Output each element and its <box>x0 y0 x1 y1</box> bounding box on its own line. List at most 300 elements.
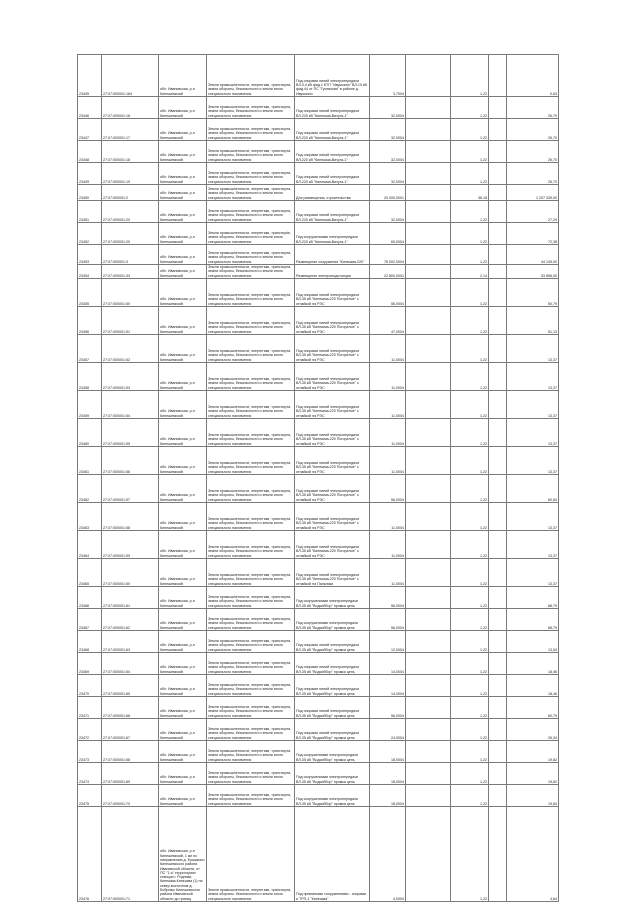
empty-cell <box>406 652 451 674</box>
cadastral-cost: 13,37 <box>507 530 559 558</box>
empty-cell <box>489 762 507 784</box>
table-row <box>78 630 559 652</box>
area: 11,0004 <box>370 390 406 418</box>
empty-cell <box>406 278 451 306</box>
address: обл. Ивановская, р-н Кинешемский <box>159 674 207 696</box>
area: 47,0004 <box>370 306 406 334</box>
row-number: 23474 <box>78 762 102 784</box>
coefficient: 1,22 <box>451 97 489 119</box>
cadastral-cost: 53 856,00 <box>507 265 559 279</box>
coefficient: 1,22 <box>451 674 489 696</box>
permitted-use: Под опорами линий электропередачи ВЛ-35 кВ "Кинешма-220 Погорелое" с отпайкой на РЭС <box>295 362 370 390</box>
empty-cell <box>406 390 451 418</box>
coefficient: 1,22 <box>451 806 489 901</box>
cadastral-number: 27:07:000001:62 <box>102 608 159 630</box>
land-category: Земли промышленности, энергетики, транспорта, земли обороны, безопасности и земли иного специального назначения <box>207 558 295 586</box>
table-row <box>78 278 559 306</box>
cadastral-number: 27:07:000001:59 <box>102 530 159 558</box>
permitted-use: Под опорами линий электропередачи ВЛ-35 кВ "Кинешма-220 Погорелое" с отпайкой на РЭС <box>295 530 370 558</box>
address: обл. Ивановская, р-н Кинешемский <box>159 265 207 279</box>
cadastral-number: 27:07:000001:63 <box>102 630 159 652</box>
cadastral-number: 27:07:000001:33 <box>102 265 159 279</box>
area: 14,0004 <box>370 674 406 696</box>
land-category: Земли промышленности, энергетики, транспорта, земли обороны, безопасности и земли иного специального назначения <box>207 265 295 279</box>
empty-cell <box>406 474 451 502</box>
address: обл. Ивановская, р-н Кинешемский <box>159 740 207 762</box>
permitted-use: Под сооружениями электропередачи ВЛ-35 кВ "Водсиббор" промка цепь <box>295 784 370 806</box>
coefficient: 1,22 <box>451 696 489 718</box>
permitted-use: Под опорами линий электропередачи ВЛ-220 кВ "Кинешма-Вичуга-1" <box>295 97 370 119</box>
empty-cell <box>406 674 451 696</box>
coefficient: 1,22 <box>451 55 489 97</box>
row-number: 23449 <box>78 163 102 185</box>
address: обл. Ивановская, р-н Кинешемский <box>159 390 207 418</box>
area: 11,0004 <box>370 362 406 390</box>
row-number: 23470 <box>78 674 102 696</box>
cadastral-number: 27:07:000001:164 <box>102 55 159 97</box>
area: 11,0004 <box>370 558 406 586</box>
coefficient: 1,22 <box>451 530 489 558</box>
area: 11,0004 <box>370 530 406 558</box>
address: обл. Ивановская, р-н Кинешемский, 1 км по направлению д. Ершакино Кинешемского района Ивановской области, от ПС "1-я" территориях станции г. Родники, Кинешма-Кинешма (1) на север-восточном д. Бобровы Кинешемского района Ивановской области до границ <box>159 806 207 901</box>
cadastral-cost: 44 149,00 <box>507 245 559 265</box>
land-category: Земли промышленности, энергетики, транспорта, земли обороны, безопасности и земли иного специального назначения <box>207 652 295 674</box>
coefficient: 1,22 <box>451 245 489 265</box>
empty-cell <box>489 740 507 762</box>
land-category: Земли промышленности, энергетики, транспорта, земли обороны, безопасности и земли иного специального назначения <box>207 119 295 141</box>
address: обл. Ивановская, р-н Кинешемский <box>159 97 207 119</box>
land-category: Земли промышленности, энергетики, транспорта, земли обороны, безопасности и земли иного специального назначения <box>207 390 295 418</box>
table-row <box>78 740 559 762</box>
empty-cell <box>406 97 451 119</box>
cadastral-number: 27:07:000001:71 <box>102 806 159 901</box>
area: 11,0004 <box>370 334 406 362</box>
coefficient: 1,22 <box>451 390 489 418</box>
permitted-use: Под сооружениями электропередачи ВЛ-35 кВ "Водсиббор" промка цепь <box>295 586 370 608</box>
coefficient: 1,22 <box>451 718 489 740</box>
address: обл. Ивановская, р-н Кинешемский <box>159 245 207 265</box>
coefficient: 1,22 <box>451 762 489 784</box>
land-category: Земли промышленности, энергетики, транспорта, земли обороны, безопасности и земли иного специального назначения <box>207 740 295 762</box>
empty-cell <box>489 474 507 502</box>
table-row <box>78 474 559 502</box>
land-category: Земли промышленности, энергетики, транспорта, земли обороны, безопасности и земли иного специального назначения <box>207 502 295 530</box>
row-number: 23447 <box>78 119 102 141</box>
land-category: Земли промышленности, энергетики, транспорта, земли обороны, безопасности и земли иного специального назначения <box>207 97 295 119</box>
permitted-use: Под опорами линий электропередачи ВЛ-35 кВ "Кинешма-220 Погорелое" с отпайкой на РЭС <box>295 390 370 418</box>
table-row <box>78 784 559 806</box>
cadastral-cost: 19,82 <box>507 762 559 784</box>
land-category: Земли промышленности, энергетики, транспорта, земли обороны, безопасности и земли иного специального назначения <box>207 245 295 265</box>
empty-cell <box>489 223 507 245</box>
cadastral-cost: 27,29 <box>507 201 559 223</box>
cadastral-number: 27:07:000001:64 <box>102 652 159 674</box>
address: обл. Ивановская, р-н Кинешемский <box>159 696 207 718</box>
row-number: 23475 <box>78 784 102 806</box>
area: 11,0004 <box>370 446 406 474</box>
empty-cell <box>489 185 507 201</box>
cadastral-number: 27:07:000001:58 <box>102 502 159 530</box>
row-number: 23453 <box>78 245 102 265</box>
empty-cell <box>489 55 507 97</box>
empty-cell <box>406 55 451 97</box>
land-category: Земли промышленности, энергетики, транспорта, земли обороны, безопасности и земли иного специального назначения <box>207 630 295 652</box>
permitted-use: Под опорами линий электропередачи ВЛ-35 кВ "Кинешма-220 Погорелое" с отпайкой на РЭС <box>295 418 370 446</box>
address: обл. Ивановская, р-н Кинешемский <box>159 474 207 502</box>
land-category: Земли промышленности, энергетики, транспорта, земли обороны, безопасности и земли иного специального назначения <box>207 608 295 630</box>
land-category: Земли промышленности, энергетики, транспорта, земли обороны, безопасности и земли иного специального назначения <box>207 806 295 901</box>
land-category: Земли промышленности, энергетики, транспорта, земли обороны, безопасности и земли иного специального назначения <box>207 586 295 608</box>
empty-cell <box>489 278 507 306</box>
cadastral-cost: 51,13 <box>507 306 559 334</box>
cadastral-cost: 13,37 <box>507 446 559 474</box>
cadastral-number: 27:07:000001:57 <box>102 474 159 502</box>
address: обл. Ивановская, р-н Кинешемский <box>159 502 207 530</box>
area: 60,0004 <box>370 223 406 245</box>
address: обл. Ивановская, р-н Кинешемский <box>159 762 207 784</box>
empty-cell <box>489 362 507 390</box>
row-number: 23458 <box>78 362 102 390</box>
coefficient: 1,22 <box>451 418 489 446</box>
permitted-use: Под опорами линий электропередачи ВЛ-35 кВ "Водсиббор" промка цепь <box>295 652 370 674</box>
area: 22 800,0001 <box>370 265 406 279</box>
cadastral-cost: 60,84 <box>507 474 559 502</box>
empty-cell <box>489 502 507 530</box>
coefficient: 1,22 <box>451 502 489 530</box>
table-row <box>78 141 559 163</box>
empty-cell <box>406 201 451 223</box>
row-number: 23445 <box>78 55 102 97</box>
cadastral-number: 27:07:000001:67 <box>102 718 159 740</box>
cadastral-cost: 4,64 <box>507 806 559 901</box>
cadastral-cost: 13,54 <box>507 630 559 652</box>
coefficient: 1,22 <box>451 223 489 245</box>
permitted-use: Под опорами линий электропередачи ВЛ-35 кВ "Кинешма-220 Погорелое" с отпайкой на РЭС <box>295 306 370 334</box>
permitted-use: Под сооружениями электропередачи ВЛ-220 кВ "Кинешма-Вичуга-1" <box>295 223 370 245</box>
area: 32,0004 <box>370 97 406 119</box>
area: 32,0004 <box>370 163 406 185</box>
area: 32,0004 <box>370 119 406 141</box>
table-row <box>78 390 559 418</box>
address: обл. Ивановская, р-н Кинешемский <box>159 334 207 362</box>
cadastral-number: 27:07:000001:68 <box>102 740 159 762</box>
cadastral-number: 27:07:000001:19 <box>102 163 159 185</box>
cadastral-number: 27:07:000001:61 <box>102 586 159 608</box>
empty-cell <box>406 446 451 474</box>
empty-cell <box>489 418 507 446</box>
table-row <box>78 245 559 265</box>
area: 14,0004 <box>370 652 406 674</box>
row-number: 23452 <box>78 223 102 245</box>
cadastral-number: 27:07:000001:66 <box>102 696 159 718</box>
empty-cell <box>406 245 451 265</box>
permitted-use: Под опорами линий электропередачи ВЛ-35 кВ "Кинешма-220 Погорелое" с отпайкой на РЭС <box>295 334 370 362</box>
empty-cell <box>406 558 451 586</box>
land-category: Земли промышленности, энергетики, транспорта, земли обороны, безопасности и земли иного специального назначения <box>207 446 295 474</box>
permitted-use: Под сооружениями электропередачи ВЛ-35 кВ "Водсиббор" промка цепь <box>295 740 370 762</box>
empty-cell <box>489 119 507 141</box>
address: обл. Ивановская, р-н Кинешемский <box>159 418 207 446</box>
coefficient: 1,22 <box>451 630 489 652</box>
row-number: 23451 <box>78 201 102 223</box>
area: 56,0004 <box>370 474 406 502</box>
coefficient: 1,22 <box>451 119 489 141</box>
cadastral-number: 27:07:000001:52 <box>102 334 159 362</box>
table-row <box>78 530 559 558</box>
address: обл. Ивановская, р-н Кинешемский <box>159 558 207 586</box>
area: 3,7004 <box>370 55 406 97</box>
permitted-use: Размещение электроподстанции <box>295 265 370 279</box>
row-number: 23463 <box>78 502 102 530</box>
address: обл. Ивановская, р-н Кинешемский <box>159 630 207 652</box>
land-category: Земли промышленности, энергетики, транспорта, земли обороны, безопасности и земли иного специального назначения <box>207 163 295 185</box>
empty-cell <box>489 530 507 558</box>
cadastral-cost: 72,38 <box>507 223 559 245</box>
permitted-use: Под опорами линий электропередачи ВЛ-35 кВ "Кинешма-220 Погорелое" с отпайкой на РЭС <box>295 502 370 530</box>
cadastral-cost: 68,79 <box>507 608 559 630</box>
area: 12,0004 <box>370 630 406 652</box>
land-category: Земли промышленности, энергетики, транспорта, земли обороны, безопасности и земли иного специального назначения <box>207 762 295 784</box>
land-category: Земли промышленности, энергетики, транспорта, земли обороны, безопасности и земли иного специального назначения <box>207 674 295 696</box>
table-row <box>78 185 559 201</box>
empty-cell <box>406 223 451 245</box>
empty-cell <box>406 784 451 806</box>
address: обл. Ивановская, р-н Кинешемский <box>159 141 207 163</box>
empty-cell <box>489 245 507 265</box>
area: 76 002,0004 <box>370 245 406 265</box>
land-category: Земли промышленности, энергетики, транспорта, земли обороны, безопасности и земли иного специального назначения <box>207 334 295 362</box>
empty-cell <box>489 696 507 718</box>
empty-cell <box>406 586 451 608</box>
empty-cell <box>406 163 451 185</box>
coefficient: 1,22 <box>451 608 489 630</box>
coefficient: 1,22 <box>451 652 489 674</box>
coefficient: 1,22 <box>451 362 489 390</box>
table-row <box>78 265 559 279</box>
table-row <box>78 762 559 784</box>
table-row <box>78 418 559 446</box>
empty-cell <box>489 306 507 334</box>
area: 11,0004 <box>370 502 406 530</box>
row-number: 23456 <box>78 306 102 334</box>
cadastral-table <box>77 54 559 902</box>
coefficient: 2,14 <box>451 265 489 279</box>
land-category: Земли промышленности, энергетики, транспорта, земли обороны, безопасности и земли иного специального назначения <box>207 418 295 446</box>
empty-cell <box>406 696 451 718</box>
cadastral-cost: 13,37 <box>507 390 559 418</box>
empty-cell <box>406 185 451 201</box>
cadastral-cost: 68,79 <box>507 586 559 608</box>
empty-cell <box>406 762 451 784</box>
cadastral-number: 27:07:000001:3 <box>102 245 159 265</box>
coefficient: 1,22 <box>451 586 489 608</box>
coefficient: 1,22 <box>451 141 489 163</box>
area: 32,0004 <box>370 201 406 223</box>
cadastral-cost: 13,37 <box>507 502 559 530</box>
address: обл. Ивановская, р-н Кинешемский <box>159 718 207 740</box>
coefficient: 1,22 <box>451 278 489 306</box>
empty-cell <box>489 201 507 223</box>
area: 4,0004 <box>370 806 406 901</box>
cadastral-cost: 19,82 <box>507 740 559 762</box>
area: 18,0004 <box>370 784 406 806</box>
cadastral-cost: 13,37 <box>507 362 559 390</box>
table-row <box>78 586 559 608</box>
permitted-use: Под опорами линий электропередачи ВЛ-35 кВ "Кинешма-220 Погорелое" с отпайкой на Пальники <box>295 558 370 586</box>
land-category: Земли промышленности, энергетики, транспорта, земли обороны, безопасности и земли иного специального назначения <box>207 306 295 334</box>
address: обл. Ивановская, р-н Кинешемский <box>159 362 207 390</box>
empty-cell <box>489 674 507 696</box>
table-row <box>78 163 559 185</box>
row-number: 23448 <box>78 141 102 163</box>
coefficient: 36,18 <box>451 185 489 201</box>
cadastral-number: 27:07:000001:56 <box>102 446 159 474</box>
area: 24,0004 <box>370 718 406 740</box>
land-category: Земли промышленности, энергетики, транспорта, земли обороны, безопасности и земли иного специального назначения <box>207 362 295 390</box>
cadastral-cost: 26,70 <box>507 163 559 185</box>
coefficient: 1,22 <box>451 446 489 474</box>
row-number: 23469 <box>78 652 102 674</box>
permitted-use: Размещение сооружения "Кинешма-220" <box>295 245 370 265</box>
row-number: 23464 <box>78 530 102 558</box>
cadastral-number: 27:07:000001:16 <box>102 97 159 119</box>
address: обл. Ивановская, р-н Кинешемский <box>159 306 207 334</box>
permitted-use: Под опорами линий электропередачи ВЛ-35 кВ "Водсиббор" промка цепь <box>295 696 370 718</box>
cadastral-cost: 18,46 <box>507 652 559 674</box>
empty-cell <box>406 265 451 279</box>
land-category: Земли промышленности, энергетики, транспорта, земли обороны, безопасности и земли иного специального назначения <box>207 718 295 740</box>
cadastral-number: 27:07:000001:54 <box>102 390 159 418</box>
empty-cell <box>489 334 507 362</box>
table-row <box>78 97 559 119</box>
row-number: 23459 <box>78 390 102 418</box>
permitted-use: Под опорами линий электропередачи ВЛ-35 кВ "Кинешма-220 Погорелое" с отпайкой на РЭС <box>295 474 370 502</box>
permitted-use: Под опорами линий электропередачи ВЛ-35 кВ "Водсиббор" промка цепь <box>295 674 370 696</box>
table-row <box>78 446 559 474</box>
coefficient: 1,22 <box>451 740 489 762</box>
cadastral-number: 27:07:000001:51 <box>102 306 159 334</box>
area: 18,0004 <box>370 740 406 762</box>
table-row <box>78 652 559 674</box>
permitted-use: Под опорами линий электропередачи ВЛ-35 кВ "Водсиббор" промка цепь <box>295 718 370 740</box>
cadastral-number: 27:07:000001:65 <box>102 674 159 696</box>
row-number: 23460 <box>78 418 102 446</box>
land-category: Земли промышленности, энергетики, транспорта, земли обороны, безопасности и земли иного специального назначения <box>207 185 295 201</box>
table-row <box>78 55 559 97</box>
empty-cell <box>489 97 507 119</box>
document-sheet <box>77 54 558 902</box>
table-row <box>78 558 559 586</box>
area: 20 000,0001 <box>370 185 406 201</box>
cadastral-cost: 26,70 <box>507 97 559 119</box>
empty-cell <box>489 390 507 418</box>
table-row <box>78 502 559 530</box>
land-category: Земли промышленности, энергетики, транспорта, земли обороны, безопасности и земли иного специального назначения <box>207 55 295 97</box>
land-category: Земли промышленности, энергетики, транспорta, земли обороны, безопасности и земли иного специального назначения <box>207 223 295 245</box>
coefficient: 1,22 <box>451 334 489 362</box>
land-category: Земли промышленности, энергетики, транспорта, земли обороны, безопасности и земли иного специального назначения <box>207 141 295 163</box>
permitted-use: Под опорами линий электропередачи ВЛ-0,4 кВ фид.1 КТП "Ивушкино" ВЛ-10 кВ фид.44 от ПС "Гусевская" в районе д. Ивушкино <box>295 55 370 97</box>
empty-cell <box>406 334 451 362</box>
permitted-use: Под опорами линий электропередачи ВЛ-35 кВ "Кинешма-220 Погорелое" с отпайкой на РЭС <box>295 446 370 474</box>
land-category: Земли промышленности, энергетики, транспорта, земли обороны, безопасности и земли иного специального назначения <box>207 278 295 306</box>
row-number: 23450 <box>78 185 102 201</box>
permitted-use: Под опорами линий электропередачи ВЛ-220 кВ "Кинешма-Вичуга-1" <box>295 119 370 141</box>
empty-cell <box>489 784 507 806</box>
cadastral-cost: 60,79 <box>507 696 559 718</box>
cadastral-cost: 26,34 <box>507 718 559 740</box>
address: обл. Ивановская, р-н Кинешемский <box>159 784 207 806</box>
empty-cell <box>489 608 507 630</box>
permitted-use: Под приемными сооружениями - спирами и ТРП-1 "Кинешма" <box>295 806 370 901</box>
coefficient: 1,22 <box>451 474 489 502</box>
cadastral-number: 27:07:000001:70 <box>102 784 159 806</box>
empty-cell <box>489 163 507 185</box>
area: 56,0004 <box>370 586 406 608</box>
address: обл. Ивановская, р-н Кинешемский <box>159 185 207 201</box>
cadastral-cost: 1 207 339,00 <box>507 185 559 201</box>
row-number: 23472 <box>78 718 102 740</box>
area: 32,0004 <box>370 141 406 163</box>
cadastral-number: 27:07:000001:17 <box>102 119 159 141</box>
table-row <box>78 696 559 718</box>
area: 18,0004 <box>370 762 406 784</box>
area: 56,0004 <box>370 278 406 306</box>
land-category: Земли промышленности, энергетики, транспорта, земли обороны, безопасности и земли иного специального назначения <box>207 530 295 558</box>
cadastral-cost: 13,37 <box>507 558 559 586</box>
cadastral-cost: 13,37 <box>507 334 559 362</box>
area: 56,0004 <box>370 696 406 718</box>
empty-cell <box>406 141 451 163</box>
coefficient: 1,22 <box>451 558 489 586</box>
empty-cell <box>489 446 507 474</box>
address: обл. Ивановская, р-н Кинешемский <box>159 223 207 245</box>
cadastral-number: 27:07:000001:69 <box>102 762 159 784</box>
land-category: Земли промышленности, энергетики, транспорта, земли обороны, безопасности и земли иного специального назначения <box>207 696 295 718</box>
empty-cell <box>489 652 507 674</box>
row-number: 23455 <box>78 278 102 306</box>
permitted-use: Под опорами линий электропередачи ВЛ-35 кВ "Кинешма-220 Погорелое" с отпайкой на РЭС <box>295 278 370 306</box>
permitted-use: Для размещения, строительства <box>295 185 370 201</box>
row-number: 23476 <box>78 806 102 901</box>
empty-cell <box>406 630 451 652</box>
empty-cell <box>406 362 451 390</box>
cadastral-cost: 26,70 <box>507 119 559 141</box>
cadastral-cost: 13,37 <box>507 418 559 446</box>
table-row <box>78 608 559 630</box>
land-category: Земли промышленности, энергетики, транспорта, земли обороны, безопасности и земли иного специального назначения <box>207 474 295 502</box>
table-row <box>78 119 559 141</box>
table-row <box>78 362 559 390</box>
coefficient: 1,22 <box>451 784 489 806</box>
permitted-use: Под опорами линий электропередачи ВЛ-35 кВ "Водсиббор" промка цепь <box>295 630 370 652</box>
empty-cell <box>406 740 451 762</box>
row-number: 23462 <box>78 474 102 502</box>
address: обл. Ивановская, р-н Кинешемский <box>159 55 207 97</box>
coefficient: 1,22 <box>451 201 489 223</box>
cadastral-cost: 18,46 <box>507 674 559 696</box>
cadastral-number: 27:07:000001:18 <box>102 141 159 163</box>
empty-cell <box>489 141 507 163</box>
table-body <box>78 55 559 902</box>
permitted-use: Под сооружениями электропередачи ВЛ-35 кВ "Водсиббор" промка цепь <box>295 762 370 784</box>
cadastral-number: 27:07:000001:2 <box>102 185 159 201</box>
cadastral-number: 27:07:000001:60 <box>102 558 159 586</box>
table-row <box>78 674 559 696</box>
address: обл. Ивановская, р-н Кинешемский <box>159 201 207 223</box>
cadastral-number: 27:07:000001:20 <box>102 201 159 223</box>
address: обл. Ивановская, р-н Кинешемский <box>159 278 207 306</box>
